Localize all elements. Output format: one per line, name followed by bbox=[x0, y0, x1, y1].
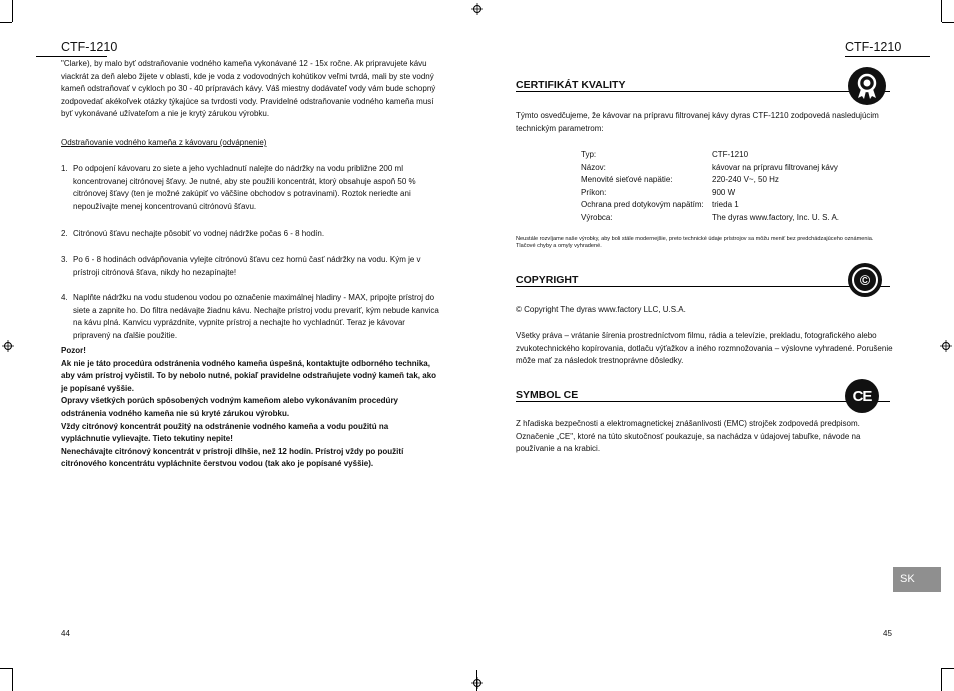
crop-mark bbox=[0, 668, 12, 669]
spec-key: Príkon: bbox=[581, 187, 607, 197]
crop-mark bbox=[0, 22, 12, 23]
step-text: Citrónovú šťavu nechajte pôsobiť vo vodnej nádržke počas 6 - 8 hodín. bbox=[73, 229, 325, 238]
crop-mark bbox=[942, 668, 954, 669]
spec-row bbox=[581, 174, 881, 187]
spec-value: The dyras www.factory, Inc. U. S. A. bbox=[712, 212, 840, 222]
subheading-text: Odstraňovanie vodného kameňa z kávovaru (odvápnenie) bbox=[61, 138, 267, 147]
spec-value: kávovar na prípravu filtrovanej kávy bbox=[712, 162, 838, 172]
spec-row bbox=[581, 199, 881, 212]
spec-key: Menovité sieťové napätie: bbox=[581, 175, 673, 185]
registration-mark-icon bbox=[940, 340, 952, 352]
spec-value: 900 W bbox=[712, 187, 736, 197]
warning-title: Pozor! bbox=[61, 346, 86, 355]
ce-mark-icon bbox=[845, 379, 879, 413]
spec-table bbox=[581, 149, 881, 225]
registration-mark-icon bbox=[2, 340, 14, 352]
crop-mark bbox=[941, 0, 942, 22]
right-page-number: 45 bbox=[883, 629, 892, 638]
crop-mark bbox=[12, 0, 13, 22]
spec-value: CTF-1210 bbox=[712, 150, 749, 159]
step-3 bbox=[61, 254, 439, 279]
header-rule bbox=[36, 56, 107, 57]
copyright-icon bbox=[848, 263, 882, 297]
certificate-note: Neustále rozvíjame naše výrobky, aby boli stále modernejšie, preto technické údaje prístrojov sa môžu meniť bez predchádzajúceho oznámenia. Tlačové chyby a omyly vyhradené. bbox=[516, 236, 874, 249]
spec-key: Typ: bbox=[581, 150, 597, 159]
certificate-intro: Týmto osvedčujeme, že kávovar na prípravu filtrovanej kávy dyras CTF-1210 zodpovedá nasledujúcim technickým parametrom: bbox=[516, 111, 879, 133]
header-rule bbox=[845, 56, 930, 57]
spec-row bbox=[581, 149, 881, 162]
left-page-header: CTF-1210 bbox=[61, 40, 118, 54]
crop-mark bbox=[12, 668, 13, 691]
step-number: 4. bbox=[61, 293, 68, 302]
copyright-line: © Copyright The dyras www.factory LLC, U.S.A. bbox=[516, 305, 686, 314]
warning-line: Nenechávajte citrónový koncentrát v prístroji dlhšie, než 12 hodín. Prístroj vždy po použití citrónového koncentrátu vypláchnite čerstvou vodou (tak ako je popísané vyššie). bbox=[61, 446, 404, 469]
registration-mark-icon bbox=[471, 3, 483, 15]
registration-mark-icon bbox=[471, 677, 483, 689]
right-page-header: CTF-1210 bbox=[845, 40, 902, 54]
spec-row bbox=[581, 162, 881, 175]
spec-key: Výrobca: bbox=[581, 212, 613, 222]
crop-mark bbox=[942, 22, 954, 23]
spec-row bbox=[581, 212, 881, 225]
section-subheading bbox=[61, 137, 439, 150]
left-page-number: 44 bbox=[61, 629, 70, 638]
warning-block bbox=[61, 345, 439, 471]
ce-paragraph: Z hľadiska bezpečnosti a elektromagnetickej znášanlivosti (EMC) strojček zodpovedá predpisom. Označenie „CE", ktoré na túto skutočnosť poukazuje, sa nachádza v údajovej tabuľke, návode na používanie a na krabici. bbox=[516, 419, 861, 454]
language-tab: SK bbox=[893, 567, 941, 592]
step-4 bbox=[61, 292, 439, 342]
spec-value: 220-240 V~, 50 Hz bbox=[712, 175, 779, 185]
quality-seal-icon bbox=[848, 67, 886, 105]
step-number: 1. bbox=[61, 164, 68, 173]
warning-line: Vždy citrónový koncentrát použitý na odstránenie vodného kameňa a vodu použitú na vypláchnutie vylievajte. Tieto tekutiny nepite! bbox=[61, 421, 389, 444]
step-text: Naplňte nádržku na vodu studenou vodou po označenie maximálnej hladiny - MAX, pripojte prístroj do siete a zapnite ho. Do filtra nedávajte žiadnu kávu. Nechajte prístroj vodu prevariť, kým nebude kanvica na kávu plná. Kanvicu vyprázdnite, vypnite prístroj a nechajte ho vychladnúť. Teraz je kávovar pripravený na ďalšie použitie. bbox=[73, 293, 439, 340]
crop-mark bbox=[941, 668, 942, 691]
section-title-certificate: CERTIFIKÁT KVALITY bbox=[516, 79, 890, 92]
spec-key: Názov: bbox=[581, 162, 606, 172]
section-title-ce: SYMBOL CE bbox=[516, 389, 890, 402]
warning-line: Ak nie je táto procedúra odstránenia vodného kameňa úspešná, kontaktujte odborného technika, aby vám prístroj vyčistil. To by nebolo nutné, pokiaľ pravidelne odstraňujete vodný kameň tak, ako je popísané vyššie. bbox=[61, 358, 437, 393]
section-title-copyright: COPYRIGHT bbox=[516, 274, 890, 287]
copyright-symbol: © bbox=[852, 267, 878, 293]
spec-row bbox=[581, 187, 881, 200]
step-text: Po 6 - 8 hodinách odvápňovania vylejte citrónovú šťavu cez hornú časť nádržky na vodu. Kým je v prístroji citrónová šťava, nikdy ho nezapínajte! bbox=[73, 255, 421, 277]
step-number: 3. bbox=[61, 255, 68, 264]
copyright-paragraph: Všetky práva – vrátanie šírenia prostredníctvom filmu, rádia a televízie, prekladu, fotografického alebo zvukotechnického kopírovania, dotlaču výťažkov a iného rozmnožovania – výslovne vyhradené. Porušenie môže mať za následok trestnoprávne dôsledky. bbox=[516, 331, 893, 366]
step-2 bbox=[61, 228, 439, 241]
warning-line: Opravy všetkých porúch spôsobených vodným kameňom alebo vykonávaním procedúry odstránenia vodného kameňa nie sú kryté zárukou výrobku. bbox=[61, 396, 398, 418]
spec-key: Ochrana pred dotykovým napätím: bbox=[581, 200, 704, 210]
step-text: Po odpojení kávovaru zo siete a jeho vychladnutí nalejte do nádržky na vodu približne 200 ml koncentrovanej citrónovej šťavy. Je nutné, aby ste použili koncentrát, ktorý obsahuje aspoň 50 % citrónovej šťavy (ten je možné zakúpiť vo väčšine obchodov s potravinami). Roztok neriedte ani nepoužívajte menej koncentrovanú citrónovú šťavu. bbox=[73, 164, 416, 211]
step-1 bbox=[61, 163, 439, 213]
intro-paragraph: "Clarke), by malo byť odstraňovanie vodného kameňa vykonávané 12 - 15x ročne. Ak pripravujete kávu viackrát za deň alebo žijete v oblasti, kde je voda z vodovodných kohútikov veľmi tvrdá, mali by ste vodný kameň odstraňovať v cykloch po 30 - 40 prípravách kávy. Váš miestny dodávateľ vody vám bude schopný zodpovedať akékoľvek otázky týkajúce sa tvrdosti vody. Pravidelné odstraňovanie vodného kameňa musí byť vykonávané užívateľom a nie je krytý zárukou výrobku. bbox=[61, 59, 436, 119]
quality-seal-graphic bbox=[852, 71, 882, 101]
step-number: 2. bbox=[61, 229, 68, 238]
spec-value: trieda 1 bbox=[712, 200, 739, 210]
ce-mark-text: CE bbox=[852, 387, 872, 405]
